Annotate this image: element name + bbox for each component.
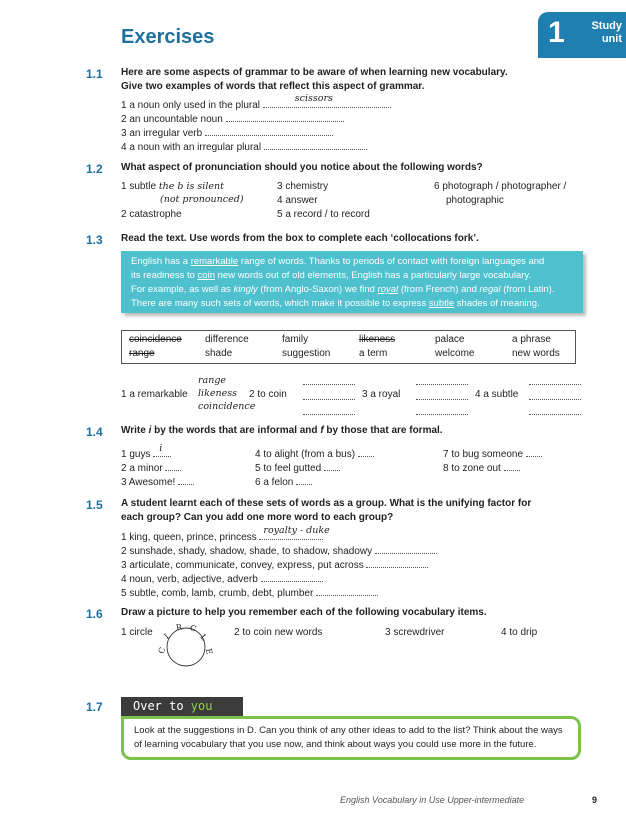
circle-letter: I bbox=[162, 632, 171, 641]
unit-label-line1: Study bbox=[591, 20, 622, 32]
word-box-item: range bbox=[129, 348, 155, 359]
exercise-question: What aspect of pronunciation should you notice about the following words? bbox=[121, 162, 483, 173]
answer-line[interactable] bbox=[529, 405, 581, 415]
list-item: 3 articulate, communicate, convey, express, put across bbox=[121, 558, 428, 572]
list-item: photographic bbox=[446, 195, 504, 206]
over-to-you-box bbox=[121, 716, 581, 760]
list-item bbox=[121, 93, 391, 112]
list-item: 3 Awesome! bbox=[121, 475, 194, 489]
list-item: 7 to bug someone bbox=[443, 447, 542, 461]
exercise-number: 1.2 bbox=[86, 162, 103, 176]
list-item: 2 a minor bbox=[121, 461, 181, 475]
circle-letter: R bbox=[175, 622, 183, 633]
answer-line[interactable] bbox=[416, 390, 468, 400]
word-box-item: suggestion bbox=[282, 348, 331, 359]
handwritten-answer: likeness bbox=[198, 388, 237, 399]
list-item: 6 a felon bbox=[255, 475, 312, 489]
answer-line[interactable] bbox=[303, 390, 355, 400]
answer-line[interactable] bbox=[263, 93, 391, 108]
handwritten-answer: scissors bbox=[294, 93, 333, 104]
exercise-question: Draw a picture to help you remember each of the following vocabulary items. bbox=[121, 607, 487, 618]
exercise-question: A student learnt each of these sets of words as a group. What is the unifying factor for each group? Can you add one more word to each group? bbox=[121, 498, 532, 523]
list-item: 3 screwdriver bbox=[385, 627, 445, 638]
answer-line[interactable] bbox=[261, 572, 323, 582]
list-item: 4 noun, verb, adjective, adverb bbox=[121, 572, 323, 586]
list-item bbox=[121, 112, 344, 126]
word-box-item: difference bbox=[205, 334, 249, 345]
list-item bbox=[121, 180, 224, 193]
answer-line[interactable] bbox=[205, 126, 333, 136]
answer-line[interactable] bbox=[303, 405, 355, 415]
exercise-number: 1.6 bbox=[86, 607, 103, 621]
word-box bbox=[121, 330, 576, 364]
handwritten-answer: the b is silent bbox=[158, 181, 224, 192]
word-box-item: palace bbox=[435, 334, 465, 345]
fork-item: 4 a subtle bbox=[475, 389, 519, 400]
reading-text-box bbox=[121, 251, 583, 313]
list-item bbox=[121, 140, 367, 154]
text-line: Look at the suggestions in D. Can you think of any other ideas to add to the list? Think about the ways bbox=[134, 725, 563, 736]
item-text: 4 a noun with an irregular plural bbox=[121, 142, 262, 153]
exercise-number: 1.1 bbox=[86, 67, 103, 81]
you-text: you bbox=[190, 699, 213, 713]
list-item: 3 chemistry bbox=[277, 181, 329, 192]
answer-line[interactable] bbox=[526, 447, 542, 457]
exercise-question: Write i by the words that are informal and f by those that are formal. bbox=[121, 425, 443, 436]
text-line: For example, as well as kingly (from Anglo-Saxon) we find royal (from French) and regal (from Latin). bbox=[131, 284, 555, 295]
circle-letter: C bbox=[156, 646, 168, 655]
circle-drawing bbox=[157, 622, 215, 670]
list-item: 5 a record / to record bbox=[277, 209, 370, 220]
circle-letter: C bbox=[188, 623, 198, 634]
list-item: 4 to drip bbox=[501, 627, 538, 638]
word-box-item: a term bbox=[359, 348, 388, 359]
word-box-item: coincidence bbox=[129, 334, 182, 345]
word-box-item: welcome bbox=[435, 348, 475, 359]
answer-line[interactable] bbox=[316, 586, 378, 596]
list-item: 5 subtle, comb, lamb, crumb, debt, plumber bbox=[121, 586, 378, 600]
answer-line[interactable] bbox=[375, 544, 437, 554]
list-item: 4 to alight (from a bus) bbox=[255, 447, 374, 461]
answer-line[interactable] bbox=[366, 558, 428, 568]
page-number: 9 bbox=[592, 795, 598, 805]
list-item: 2 sunshade, shady, shadow, shade, to shadow, shadowy bbox=[121, 544, 437, 558]
list-item: 2 catastrophe bbox=[121, 209, 182, 220]
list-item: 1 guys i bbox=[121, 447, 171, 461]
unit-label-line2: unit bbox=[601, 33, 622, 45]
text-line: English has a remarkable range of words. Thanks to periods of contact with foreign languages and bbox=[131, 256, 545, 267]
answer-line[interactable] bbox=[416, 405, 468, 415]
handwritten-answer: range bbox=[198, 375, 227, 386]
answer-line[interactable] bbox=[303, 375, 355, 385]
item-text: 1 a noun only used in the plural bbox=[121, 100, 260, 111]
handwritten-answer: i bbox=[159, 443, 163, 454]
word-box-item: family bbox=[282, 334, 309, 345]
over-to-you-banner bbox=[121, 697, 243, 716]
list-item: 1 circle bbox=[121, 627, 153, 638]
answer-line[interactable] bbox=[259, 525, 330, 540]
answer-line[interactable] bbox=[529, 375, 581, 385]
over-to-text: Over to bbox=[133, 699, 191, 713]
answer-line[interactable] bbox=[529, 390, 581, 400]
answer-line[interactable] bbox=[504, 461, 520, 471]
answer-line[interactable] bbox=[226, 112, 344, 122]
list-item bbox=[121, 126, 333, 140]
list-item: 1 king, queen, prince, princess royalty - duke bbox=[121, 525, 330, 543]
answer-line[interactable] bbox=[416, 375, 468, 385]
handwritten-answer: coincidence bbox=[198, 401, 256, 412]
word-box-item: shade bbox=[205, 348, 233, 359]
answer-line[interactable] bbox=[264, 140, 367, 150]
question-line: Give two examples of words that reflect this aspect of grammar. bbox=[121, 81, 425, 92]
handwritten-answer: royalty - duke bbox=[263, 525, 330, 536]
text-line: of learning vocabulary that you use now, and think about ways you could use more in the future. bbox=[134, 739, 537, 750]
answer-line[interactable] bbox=[296, 475, 312, 485]
fork-item: 1 a remarkable bbox=[121, 389, 188, 400]
book-title-footer: English Vocabulary in Use Upper-intermediate bbox=[340, 795, 525, 805]
exercise-number: 1.4 bbox=[86, 425, 103, 439]
exercise-number: 1.3 bbox=[86, 233, 103, 247]
word-box-item: a phrase bbox=[512, 334, 551, 345]
exercise-number: 1.7 bbox=[86, 700, 103, 714]
page-title: Exercises bbox=[121, 26, 215, 48]
answer-line[interactable] bbox=[178, 475, 194, 485]
exercise-question bbox=[121, 66, 561, 94]
text-line: There are many such sets of words, which make it possible to express subtle shades of meaning. bbox=[131, 298, 540, 309]
answer-line[interactable] bbox=[153, 443, 171, 457]
fork-item: 2 to coin bbox=[249, 389, 287, 400]
item-text: 3 an irregular verb bbox=[121, 128, 203, 139]
unit-number: 1 bbox=[548, 16, 565, 49]
unit-tab bbox=[538, 12, 626, 58]
handwritten-answer: (not pronounced) bbox=[160, 194, 244, 205]
answer-line[interactable] bbox=[165, 461, 181, 471]
question-line: Here are some aspects of grammar to be aware of when learning new vocabulary. bbox=[121, 67, 508, 78]
circle-letter: L bbox=[198, 632, 209, 643]
list-item: 4 answer bbox=[277, 195, 318, 206]
answer-line[interactable] bbox=[324, 461, 340, 471]
list-item: 6 photograph / photographer / bbox=[434, 181, 567, 192]
word-box-item: likeness bbox=[359, 334, 396, 345]
fork-item: 3 a royal bbox=[362, 389, 401, 400]
answer-line[interactable] bbox=[358, 447, 374, 457]
exercise-number: 1.5 bbox=[86, 498, 103, 512]
list-item: 2 to coin new words bbox=[234, 627, 323, 638]
circle-letter: E bbox=[203, 647, 214, 656]
item-text: 1 subtle bbox=[121, 181, 157, 192]
list-item: 5 to feel gutted bbox=[255, 461, 340, 475]
exercise-question: Read the text. Use words from the box to complete each ‘collocations fork’. bbox=[121, 233, 479, 244]
item-text: 2 an uncountable noun bbox=[121, 114, 223, 125]
word-box-item: new words bbox=[512, 348, 560, 359]
unit-label bbox=[568, 20, 622, 46]
list-item: 8 to zone out bbox=[443, 461, 520, 475]
text-line: its readiness to coin new words out of old elements, English has a particularly large vocabulary. bbox=[131, 270, 532, 281]
